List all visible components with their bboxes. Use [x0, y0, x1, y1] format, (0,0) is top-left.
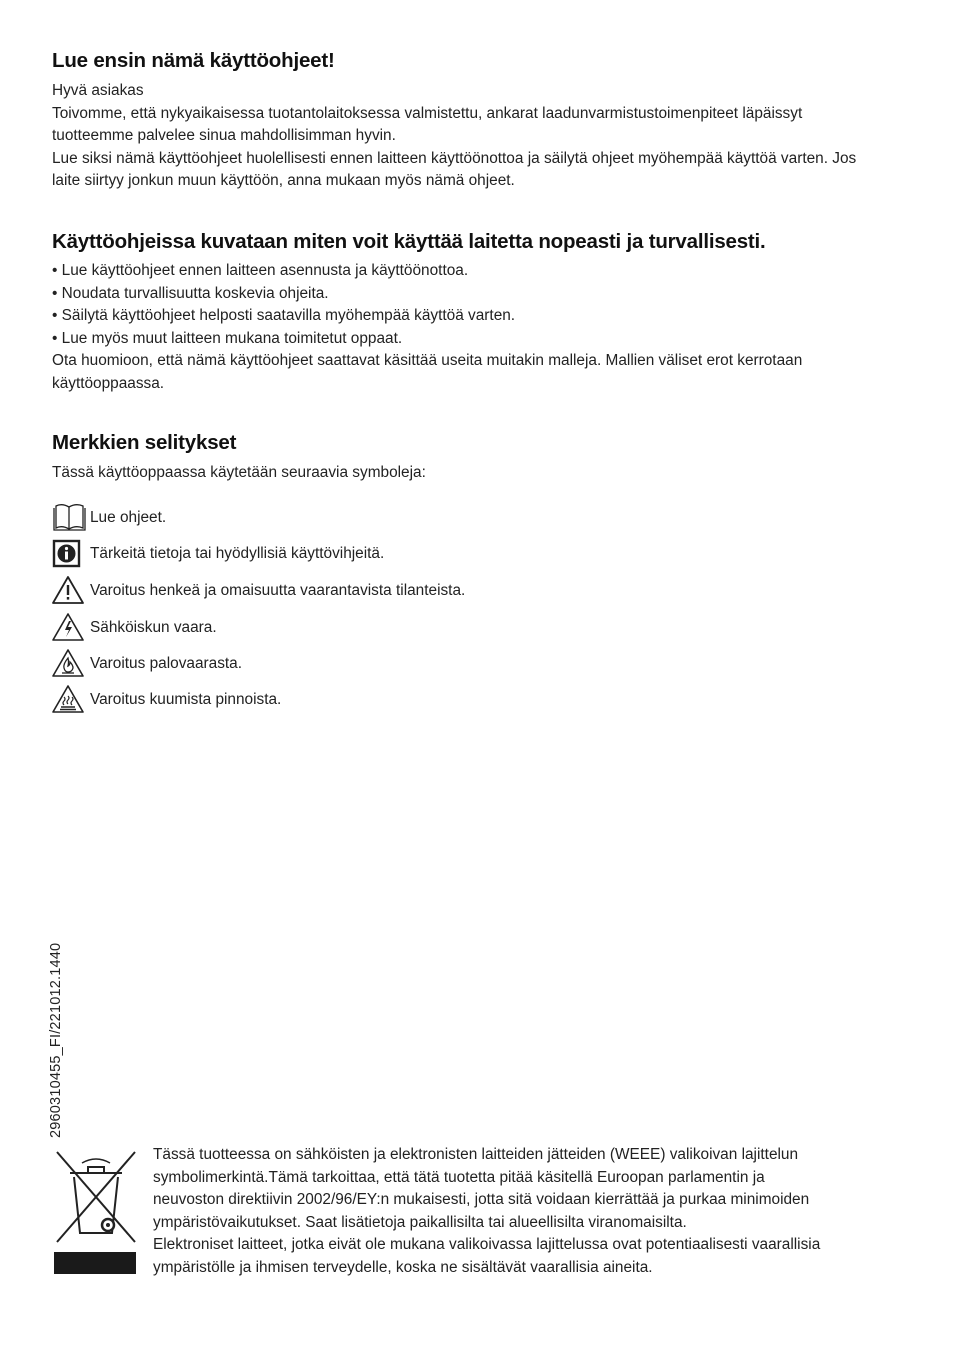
intro-line: Hyvä asiakas — [52, 82, 144, 99]
symbol-label: Varoitus palovaarasta. — [90, 655, 242, 672]
symbol-label: Sähköiskun vaara. — [90, 619, 217, 636]
symbols-heading: Merkkien selitykset — [52, 431, 237, 454]
fire-hazard-icon — [52, 648, 86, 678]
weee-line: neuvoston direktiivin 2002/96/EY:n mukaisesti, jotta sitä voidaan kierrättää ja purkaa minimoiden — [153, 1191, 810, 1209]
weee-line: symbolimerkintä.Tämä tarkoittaa, että tätä tuotetta pitää käsitellä Euroopan parlamentin ja — [153, 1168, 765, 1186]
usage-line: • Lue käyttöohjeet ennen laitteen asennusta ja käyttöönottoa. — [52, 262, 469, 279]
symbol-row-book — [52, 503, 752, 533]
document-code: 2960310455_FI/221012.1440 — [48, 942, 64, 1138]
intro-line: Lue siksi nämä käyttöohjeet huolellisesti ennen laitteen käyttöönottoa ja säilytä ohjeet myöhempää käyttöä varten. Jos — [52, 149, 857, 167]
symbol-row-hot-surface — [52, 684, 752, 714]
electric-shock-icon — [52, 612, 86, 642]
symbol-label: Lue ohjeet. — [90, 509, 167, 526]
weee-line: Tässä tuotteessa on sähköisten ja elektronisten laitteiden jätteiden (WEEE) valikoivan lajittelun — [153, 1146, 799, 1163]
usage-heading: Käyttöohjeissa kuvataan miten voit käyttää laitetta nopeasti ja turvallisesti. — [52, 230, 766, 253]
weee-line: ympäristövaikutukset. Saat lisätietoja paikallisilta tai alueellisilta viranomaisilta. — [153, 1213, 687, 1231]
intro-line: tuotteemme palvelee sinua mahdollisimman hyvin. — [52, 127, 396, 145]
symbol-row-shock — [52, 612, 752, 642]
hot-surface-icon — [52, 684, 86, 714]
usage-line: • Säilytä käyttöohjeet helposti saatavilla myöhempää käyttöä varten. — [52, 307, 516, 325]
crossed-out-bin-icon — [52, 1147, 140, 1277]
symbol-row-info — [52, 539, 752, 569]
usage-line: käyttöoppaassa. — [52, 374, 165, 392]
intro-heading: Lue ensin nämä käyttöohjeet! — [52, 49, 335, 72]
weee-line: Elektroniset laitteet, jotka eivät ole mukana valikoivassa lajittelussa ovat potentiaalisesti vaarallisia — [153, 1236, 821, 1254]
symbol-row-warning — [52, 575, 752, 605]
info-icon — [52, 539, 86, 569]
usage-text — [52, 260, 802, 396]
weee-line: ympäristölle ja ihmisen terveydelle, koska ne sisältävät vaarallisia aineita. — [153, 1258, 653, 1276]
intro-line: laite siirtyy jonkun muun käyttöön, anna mukaan myös nämä ohjeet. — [52, 172, 515, 190]
symbol-label: Varoitus kuumista pinnoista. — [90, 691, 282, 708]
weee-text — [153, 1144, 820, 1280]
usage-line: • Noudata turvallisuutta koskevia ohjeita. — [52, 284, 329, 302]
usage-line: Ota huomioon, että nämä käyttöohjeet saattavat käsittää useita muitakin malleja. Mallien väliset erot kerrotaan — [52, 352, 803, 370]
usage-line: • Lue myös muut laitteen mukana toimitetut oppaat. — [52, 329, 403, 347]
book-icon — [52, 503, 86, 533]
intro-text — [52, 80, 856, 193]
symbol-label: Varoitus henkeä ja omaisuutta vaarantavista tilanteista. — [90, 582, 466, 599]
warning-icon — [52, 575, 86, 605]
symbol-label: Tärkeitä tietoja tai hyödyllisiä käyttövihjeitä. — [90, 545, 385, 562]
intro-line: Toivomme, että nykyaikaisessa tuotantolaitoksessa valmistettu, ankarat laadunvarmistustoimenpiteet läpäissyt — [52, 104, 803, 122]
symbol-row-fire — [52, 648, 752, 678]
symbols-intro: Tässä käyttöoppaassa käytetään seuraavia symboleja: — [52, 464, 426, 481]
